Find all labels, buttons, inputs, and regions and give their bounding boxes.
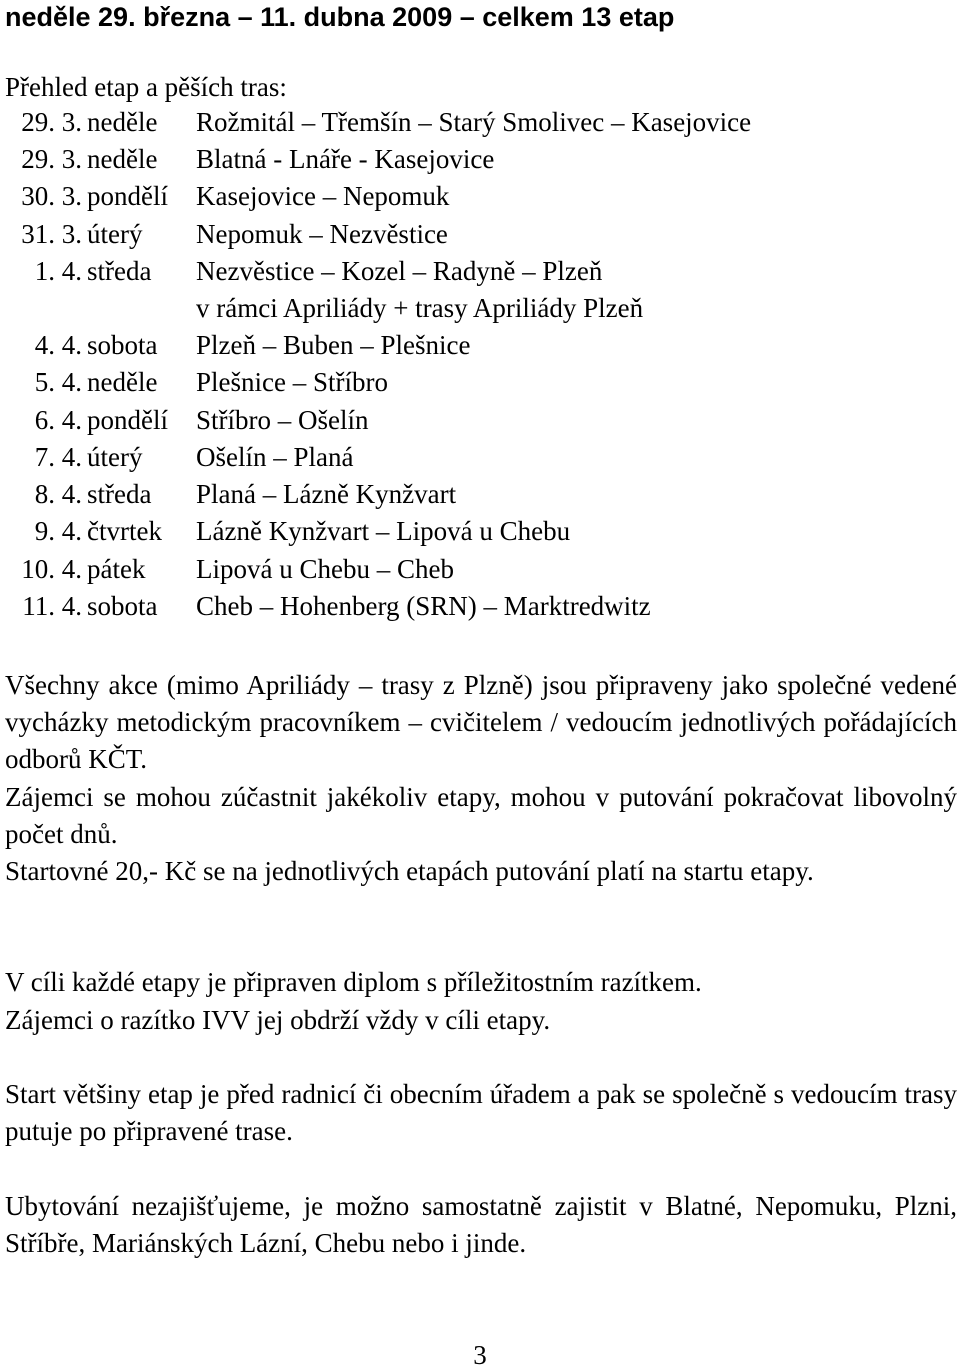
stage-day: neděle [87,367,158,397]
stage-route: Lipová u Chebu – Cheb [196,554,454,584]
stage-route: Ošelín – Planá [196,442,354,472]
paragraph-ivv-stamp: Zájemci o razítko IVV jej obdrží vždy v cíli etapy. [5,1005,551,1035]
stage-route: Planá – Lázně Kynžvart [196,479,457,509]
stage-date: 29. 3. [21,107,82,137]
stage-route: Lázně Kynžvart – Lipová u Chebu [196,516,571,546]
stage-date: 31. 3. [21,219,82,249]
stage-date: 10. 4. [21,554,82,584]
paragraph-diploma: V cíli každé etapy je připraven diplom s příležitostním razítkem. [5,967,702,997]
stage-day: čtvrtek [87,516,162,546]
stage-day: neděle [87,107,158,137]
stage-day: úterý [87,442,143,472]
stage-day: pátek [87,554,146,584]
stage-route: Kasejovice – Nepomuk [196,181,450,211]
stage-date: 11. 4. [22,591,82,621]
overview-title: Přehled etap a pěších tras: [5,72,287,102]
paragraph-participation: Zájemci se mohou zúčastnit jakékoliv etapy, mohou v putování pokračovat libovolný počet dnů. [5,782,957,849]
stage-day: neděle [87,144,158,174]
stage-date: 30. 3. [21,181,82,211]
stage-route: Blatná - Lnáře - Kasejovice [196,144,495,174]
stage-date: 9. 4. [34,516,82,546]
stage-day: pondělí [87,405,168,435]
stage-route: Nepomuk – Nezvěstice [196,219,448,249]
stage-date: 1. 4. [34,256,82,286]
stage-route: Nezvěstice – Kozel – Radyně – Plzeň [196,256,603,286]
stage-route: Plzeň – Buben – Plešnice [196,330,471,360]
stage-day: středa [87,256,152,286]
stage-route: Stříbro – Ošelín [196,405,369,435]
stage-day: středa [87,479,152,509]
stage-date: 8. 4. [34,479,82,509]
stage-day: pondělí [87,181,168,211]
stage-route: Cheb – Hohenberg (SRN) – Marktredwitz [196,591,651,621]
stage-route: Rožmitál – Třemšín – Starý Smolivec – Kasejovice [196,107,752,137]
stage-day: sobota [87,591,158,621]
stage-date: 7. 4. [34,442,82,472]
paragraph-guided-walks: Všechny akce (mimo Apriliády – trasy z Plzně) jsou připraveny jako společné vedené vycházky metodickým pracovníkem – cvičitelem / vedoucím jednotlivých pořádajících odborů KČT. [5,670,957,774]
stage-route: Plešnice – Stříbro [196,367,388,397]
stage-day: úterý [87,219,143,249]
paragraph-start-location: Start většiny etap je před radnicí či obecním úřadem a pak se společně s vedoucím trasy putuje po připravené trase. [5,1079,957,1146]
stage-date: 5. 4. [34,367,82,397]
paragraph-entry-fee: Startovné 20,- Kč se na jednotlivých etapách putování platí na startu etapy. [5,856,814,886]
stage-date: 4. 4. [34,330,82,360]
page-heading: neděle 29. března – 11. dubna 2009 – celkem 13 etap [5,2,675,32]
stage-day: sobota [87,330,158,360]
stage-route: v rámci Apriliády + trasy Apriliády Plzeň [196,293,644,323]
stage-date: 29. 3. [21,144,82,174]
page-number: 3 [473,1340,487,1370]
paragraph-accommodation: Ubytování nezajišťujeme, je možno samostatně zajistit v Blatné, Nepomuku, Plzni, Stříbře, Mariánských Lázní, Chebu nebo i jinde. [5,1191,957,1258]
stage-date: 6. 4. [34,405,82,435]
